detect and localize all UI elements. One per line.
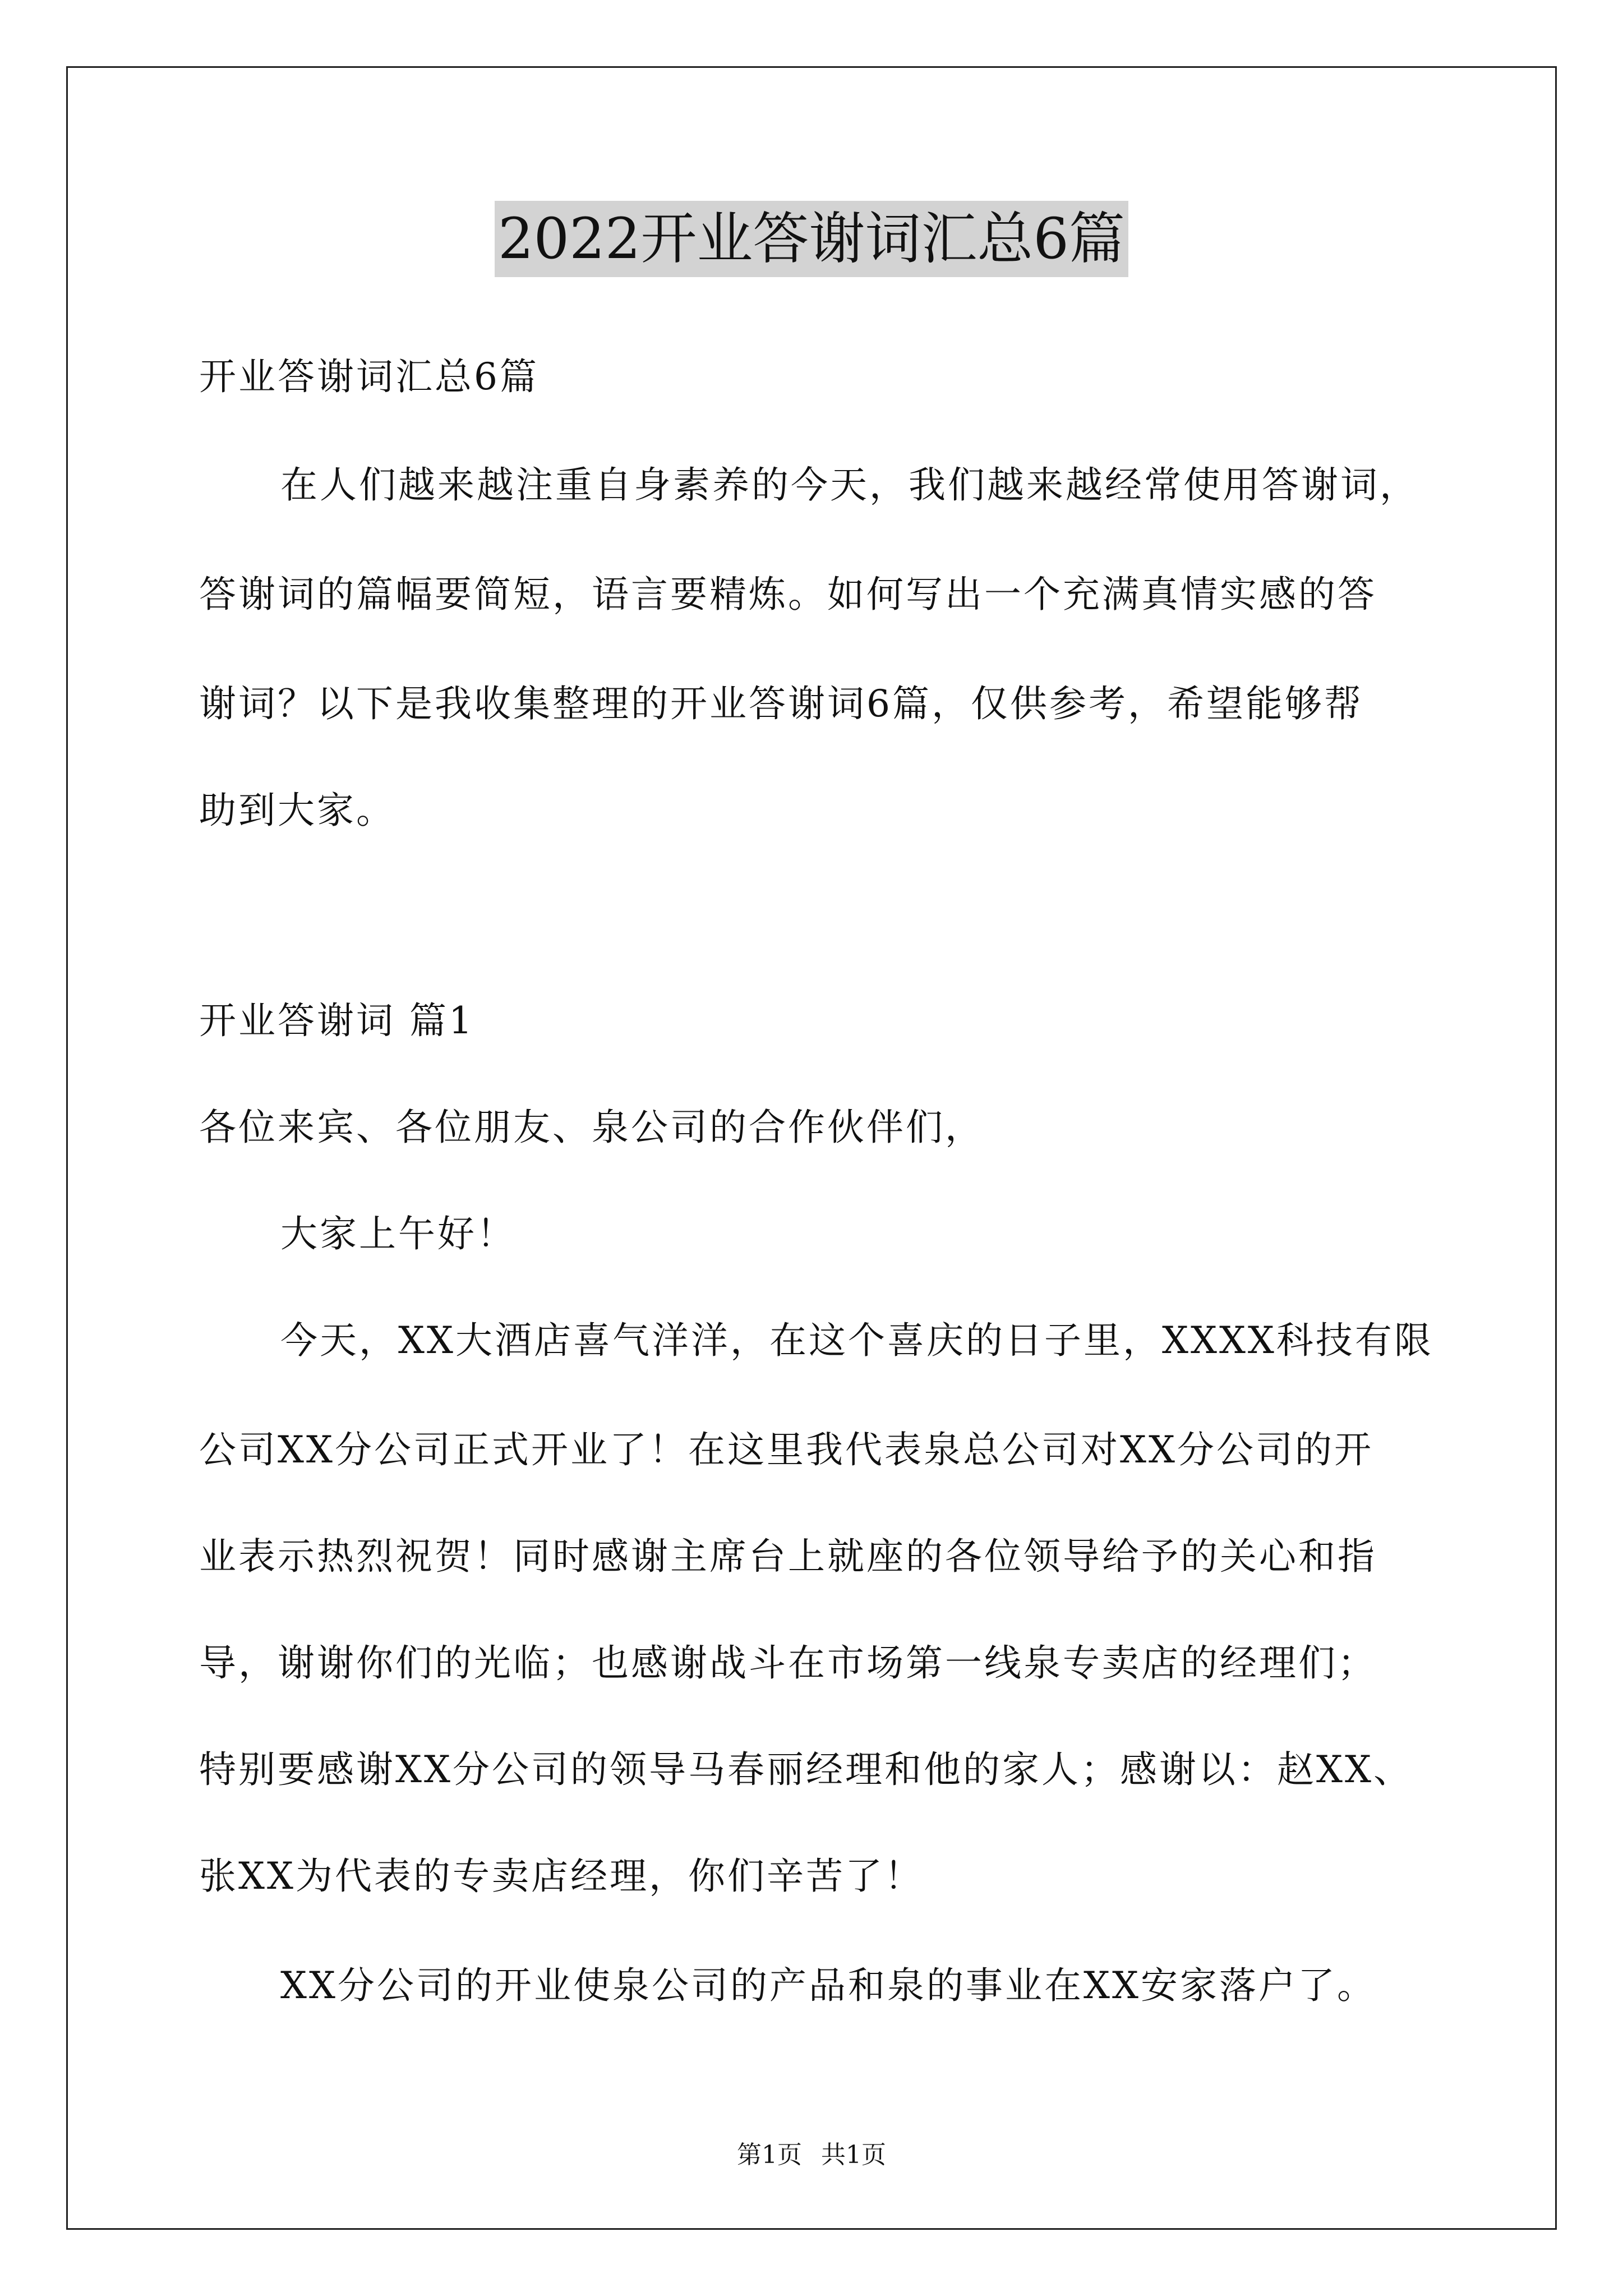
- paragraph-line: 答谢词的篇幅要简短，语言要精炼。如何写出一个充满真情实感的答: [199, 573, 1377, 616]
- subtitle-line: 开业答谢词汇总6篇: [199, 355, 539, 398]
- paragraph-line: 在人们越来越注重自身素养的今天，我们越来越经常使用答谢词，: [280, 463, 1419, 507]
- salutation-line: 各位来宾、各位朋友、泉公司的合作伙伴们，: [199, 1106, 984, 1149]
- paragraph-line: 张XX为代表的专卖店经理，你们辛苦了！: [199, 1855, 924, 1898]
- paragraph-line: 业表示热烈祝贺！同时感谢主席台上就座的各位领导给予的关心和指: [199, 1535, 1377, 1578]
- paragraph-line: XX分公司的开业使泉公司的产品和泉的事业在XX安家落户了。: [280, 1964, 1376, 2007]
- page-footer: [0, 2134, 1623, 2170]
- paragraph-line: 今天，XX大酒店喜气洋洋，在这个喜庆的日子里，XXXX科技有限: [280, 1319, 1433, 1362]
- section-heading: 开业答谢词 篇1: [199, 999, 474, 1042]
- paragraph-line: 助到大家。: [199, 789, 395, 832]
- greeting-line: 大家上午好！: [280, 1212, 516, 1255]
- page-number: 第1页: [737, 2141, 802, 2169]
- document-title: 2022开业答谢词汇总6篇: [495, 201, 1128, 277]
- page-total: 共1页: [821, 2141, 886, 2169]
- paragraph-line: 特别要感谢XX分公司的领导马春丽经理和他的家人；感谢以：赵XX、: [199, 1748, 1413, 1791]
- paragraph-line: 谢词？以下是我收集整理的开业答谢词6篇，仅供参考，希望能够帮: [199, 682, 1363, 725]
- paragraph-line: 导，谢谢你们的光临；也感谢战斗在市场第一线泉专卖店的经理们；: [199, 1641, 1377, 1685]
- title-container: [0, 201, 1623, 277]
- paragraph-line: 公司XX分公司正式开业了！在这里我代表泉总公司对XX分公司的开: [199, 1428, 1373, 1471]
